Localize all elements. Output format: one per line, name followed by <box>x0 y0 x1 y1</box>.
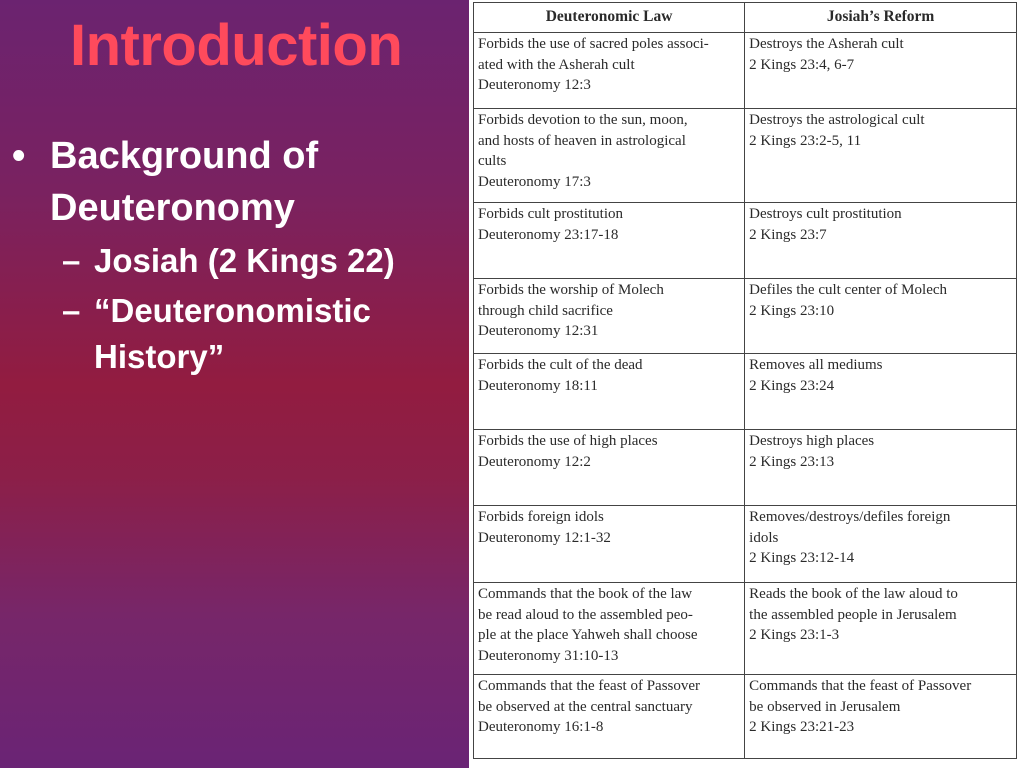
column-header-deuteronomic-law: Deuteronomic Law <box>474 3 745 33</box>
bullet-list <box>8 130 458 380</box>
table-row <box>474 354 1017 430</box>
table-row <box>474 583 1017 675</box>
table-row <box>474 203 1017 279</box>
table-cell: Forbids foreign idols Deuteronomy 12:1-32 <box>474 506 745 583</box>
table-cell: Forbids cult prostitution Deuteronomy 23:17-18 <box>474 203 745 279</box>
table-cell: Forbids the cult of the dead Deuteronomy 18:11 <box>474 354 745 430</box>
sub-bullet-text: “Deuteronomistic History” <box>94 292 371 375</box>
bullet-text: Background of Deuteronomy <box>50 135 319 229</box>
table-cell: Destroys high places 2 Kings 23:13 <box>745 430 1017 506</box>
comparison-table-panel <box>469 0 1024 768</box>
sub-bullet-item <box>8 238 458 284</box>
dash-marker: – <box>62 242 81 279</box>
table-cell: Forbids the worship of Molech through child sacrifice Deuteronomy 12:31 <box>474 279 745 354</box>
dash-marker: – <box>62 292 81 329</box>
table-cell: Commands that the book of the law be read aloud to the assembled peo- ple at the place Yahweh shall choose Deuteronomy 31:10-13 <box>474 583 745 675</box>
table-row <box>474 33 1017 109</box>
table-cell: Commands that the feast of Passover be observed in Jerusalem 2 Kings 23:21-23 <box>745 675 1017 759</box>
table-row <box>474 279 1017 354</box>
bullet-marker: • <box>12 135 26 177</box>
table-cell: Forbids devotion to the sun, moon, and hosts of heaven in astrological cults Deuteronomy 17:3 <box>474 109 745 203</box>
slide-title: Introduction <box>70 13 403 78</box>
table-cell: Forbids the use of high places Deuteronomy 12:2 <box>474 430 745 506</box>
table-cell: Forbids the use of sacred poles associ- ated with the Asherah cult Deuteronomy 12:3 <box>474 33 745 109</box>
sub-bullet-text: Josiah (2 Kings 22) <box>94 242 395 279</box>
table-cell: Removes/destroys/defiles foreign idols 2 Kings 23:12-14 <box>745 506 1017 583</box>
table-header-row <box>474 3 1017 33</box>
table-row <box>474 675 1017 759</box>
sub-bullet-item <box>8 288 458 380</box>
table-cell: Commands that the feast of Passover be observed at the central sanctuary Deuteronomy 16:1-8 <box>474 675 745 759</box>
table-cell: Destroys the Asherah cult 2 Kings 23:4, 6-7 <box>745 33 1017 109</box>
column-header-josiahs-reform: Josiah’s Reform <box>745 3 1017 33</box>
table-cell: Destroys cult prostitution 2 Kings 23:7 <box>745 203 1017 279</box>
table-cell: Removes all mediums 2 Kings 23:24 <box>745 354 1017 430</box>
table-cell: Defiles the cult center of Molech 2 Kings 23:10 <box>745 279 1017 354</box>
table-cell: Destroys the astrological cult 2 Kings 23:2-5, 11 <box>745 109 1017 203</box>
table-cell: Reads the book of the law aloud to the assembled people in Jerusalem 2 Kings 23:1-3 <box>745 583 1017 675</box>
comparison-table <box>473 2 1017 759</box>
table-row <box>474 506 1017 583</box>
bullet-item <box>8 130 458 234</box>
table-row <box>474 109 1017 203</box>
table-row <box>474 430 1017 506</box>
